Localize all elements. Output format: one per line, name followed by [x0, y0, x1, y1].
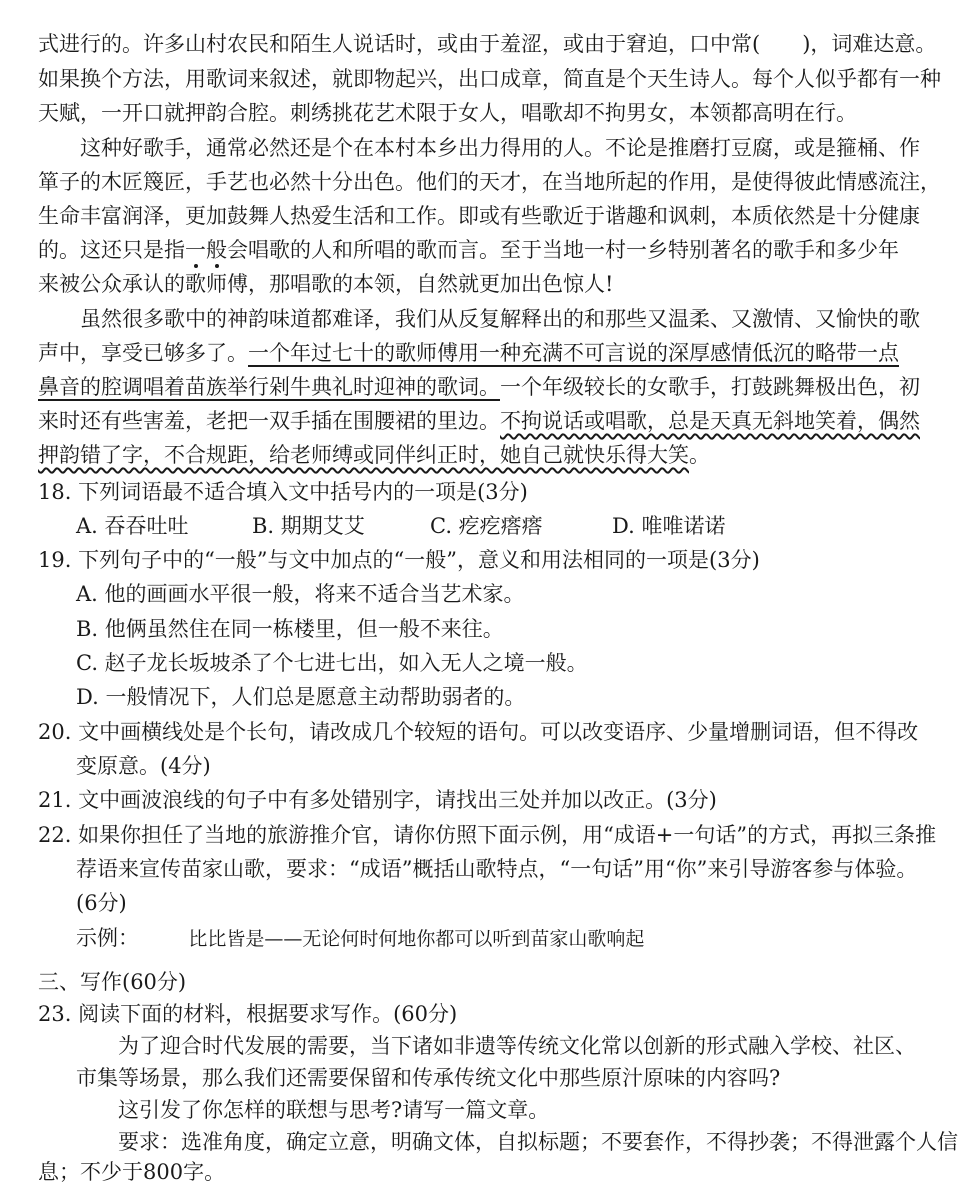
passage-text: 虽然很多歌中的神韵味道都难译，我们从反复解释出的和那些又温柔、又激情、又愉快的歌 — [80, 307, 920, 331]
passage-text: 来被公众承认的歌师傅，那唱歌的本领，自然就更加出色惊人! — [38, 272, 614, 296]
passage-line — [38, 30, 937, 58]
dotted-word: 一 — [185, 238, 206, 262]
passage-text: 生命丰富润泽，更加鼓舞人热爱生活和工作。即或有些歌近于谐趣和讽刺，本质依然是十分健康 — [38, 204, 920, 228]
passage-text: 一个年级较长的女歌手，打鼓跳舞极出色，初 — [500, 375, 920, 399]
passage-text: 来时还有些害羞，老把一双手插在围腰裙的里边。 — [38, 409, 500, 433]
question-22 — [38, 821, 937, 849]
option-b: B. 期期艾艾 — [252, 514, 365, 538]
question-text: 22. 如果你担任了当地的旅游推介官，请你仿照下面示例，用“成语+一句话”的方式，再拟三条推 — [38, 823, 937, 847]
question-22-example — [76, 924, 876, 953]
question-22-cont — [76, 889, 876, 917]
passage-line — [38, 441, 838, 469]
underlined-sentence: 鼻音的腔调唱着苗族举行剁牛典礼时迎神的歌词。 — [38, 375, 500, 399]
underlined-sentence: 一个年过七十的歌师傅用一种充满不可言说的深厚感情低沉的略带一点 — [248, 341, 899, 365]
question-19 — [38, 546, 838, 574]
passage-line — [38, 236, 899, 264]
section-title — [38, 968, 838, 996]
requirement-text: 息；不少于800字。 — [38, 1160, 226, 1184]
question-text: 19. 下列句子中的“一般”与文中加点的“一般”，意义和用法相同的一项是(3分) — [38, 548, 760, 572]
question-text: 变原意。(4分) — [76, 754, 211, 778]
example-label: 示例： — [76, 926, 139, 950]
question-23 — [38, 1000, 838, 1028]
passage-text: 箪子的木匠篾匠，手艺也必然十分出色。他们的天才，在当地所起的作用，是使得彼此情感流注， — [38, 170, 941, 194]
passage-text: 。 — [689, 443, 710, 467]
passage-line — [38, 407, 920, 435]
question-21 — [38, 786, 838, 814]
passage-line — [38, 65, 941, 93]
material-line — [76, 1064, 876, 1092]
question-18 — [38, 478, 838, 506]
option-c: C. 赵子龙长坂坡杀了个七进七出，如入无人之境一般。 — [76, 651, 588, 675]
material-text: 为了迎合时代发展的需要，当下诸如非遗等传统文化常以创新的形式融入学校、社区、 — [118, 1034, 916, 1058]
question-text: (6分) — [76, 891, 127, 915]
question-text: 23. 阅读下面的材料，根据要求写作。(60分) — [38, 1002, 458, 1026]
dotted-word: 般 — [206, 238, 227, 262]
question-text: 荐语来宣传苗家山歌，要求：“成语”概括山歌特点，“一句话”用“你”来引导游客参与体验。 — [76, 857, 918, 881]
option-b: B. 他俩虽然住在同一栋楼里，但一般不来往。 — [76, 617, 504, 641]
example-text: 比比皆是——无论何时何地你都可以听到苗家山歌响起 — [188, 928, 645, 950]
passage-line — [38, 202, 920, 230]
passage-line — [80, 134, 920, 162]
material-text: 这引发了你怎样的联想与思考?请写一篇文章。 — [118, 1098, 550, 1122]
question-20 — [38, 718, 919, 746]
question-22-cont — [76, 855, 918, 883]
requirement-line — [118, 1128, 958, 1156]
passage-line — [38, 270, 838, 298]
requirement-text: 要求：选准角度，确定立意，明确文体，自拟标题；不要套作，不得抄袭；不得泄露个人信 — [118, 1130, 958, 1154]
wavy-underlined-sentence: 不拘说话或唱歌，总是天真无斜地笑着，偶然 — [500, 409, 920, 433]
option-d: D. 一般情况下，人们总是愿意主动帮助弱者的。 — [76, 685, 526, 709]
passage-text: 天赋，一开口就押韵合腔。刺绣挑花艺术限于女人，唱歌却不拘男女，本领都高明在行。 — [38, 101, 857, 125]
material-line — [118, 1032, 918, 1060]
passage-line — [80, 305, 920, 333]
passage-text: 这种好歌手，通常必然还是个在本村本乡出力得用的人。不论是推磨打豆腐，或是箍桶、作 — [80, 136, 920, 160]
passage-line — [38, 168, 941, 196]
option-d: D. 唯唯诺诺 — [612, 514, 726, 538]
passage-text: 声中，享受已够多了。 — [38, 341, 248, 365]
passage-line — [38, 373, 920, 401]
material-text: 市集等场景，那么我们还需要保留和传承传统文化中那些原汁原味的内容吗? — [76, 1066, 781, 1090]
option-c: C. 疙疙瘩瘩 — [430, 514, 543, 538]
passage-text: 会唱歌的人和所唱的歌而言。至于当地一村一乡特别著名的歌手和多少年 — [227, 238, 899, 262]
passage-text: 如果换个方法，用歌词来叙述，就即物起兴，出口成章，简直是个天生诗人。每个人似乎都有一种 — [38, 67, 941, 91]
question-text: 21. 文中画波浪线的句子中有多处错别字，请找出三处并加以改正。(3分) — [38, 788, 717, 812]
question-text: 20. 文中画横线处是个长句，请改成几个较短的语句。可以改变语序、少量增删词语，但不得改 — [38, 720, 919, 744]
passage-text: 的。这还只是指 — [38, 238, 185, 262]
section-title-text: 三、写作(60分) — [38, 970, 187, 994]
material-line — [118, 1096, 918, 1124]
option-a: A. 他的画画水平很一般，将来不适合当艺术家。 — [76, 582, 525, 606]
option-a: A. 吞吞吐吐 — [76, 514, 189, 538]
passage-line — [38, 99, 857, 127]
wavy-underlined-sentence: 押韵错了字，不合规距，给老师缚或同伴纠正时，她自己就快乐得大笑 — [38, 443, 689, 467]
question-text: 18. 下列词语最不适合填入文中括号内的一项是(3分) — [38, 480, 528, 504]
passage-line — [38, 339, 899, 367]
question-20-cont — [76, 752, 876, 780]
requirement-line — [38, 1158, 838, 1186]
passage-text: 式进行的。许多山村农民和陌生人说话时，或由于羞涩，或由于窘迫，口中常( )，词难达意。 — [38, 32, 937, 56]
